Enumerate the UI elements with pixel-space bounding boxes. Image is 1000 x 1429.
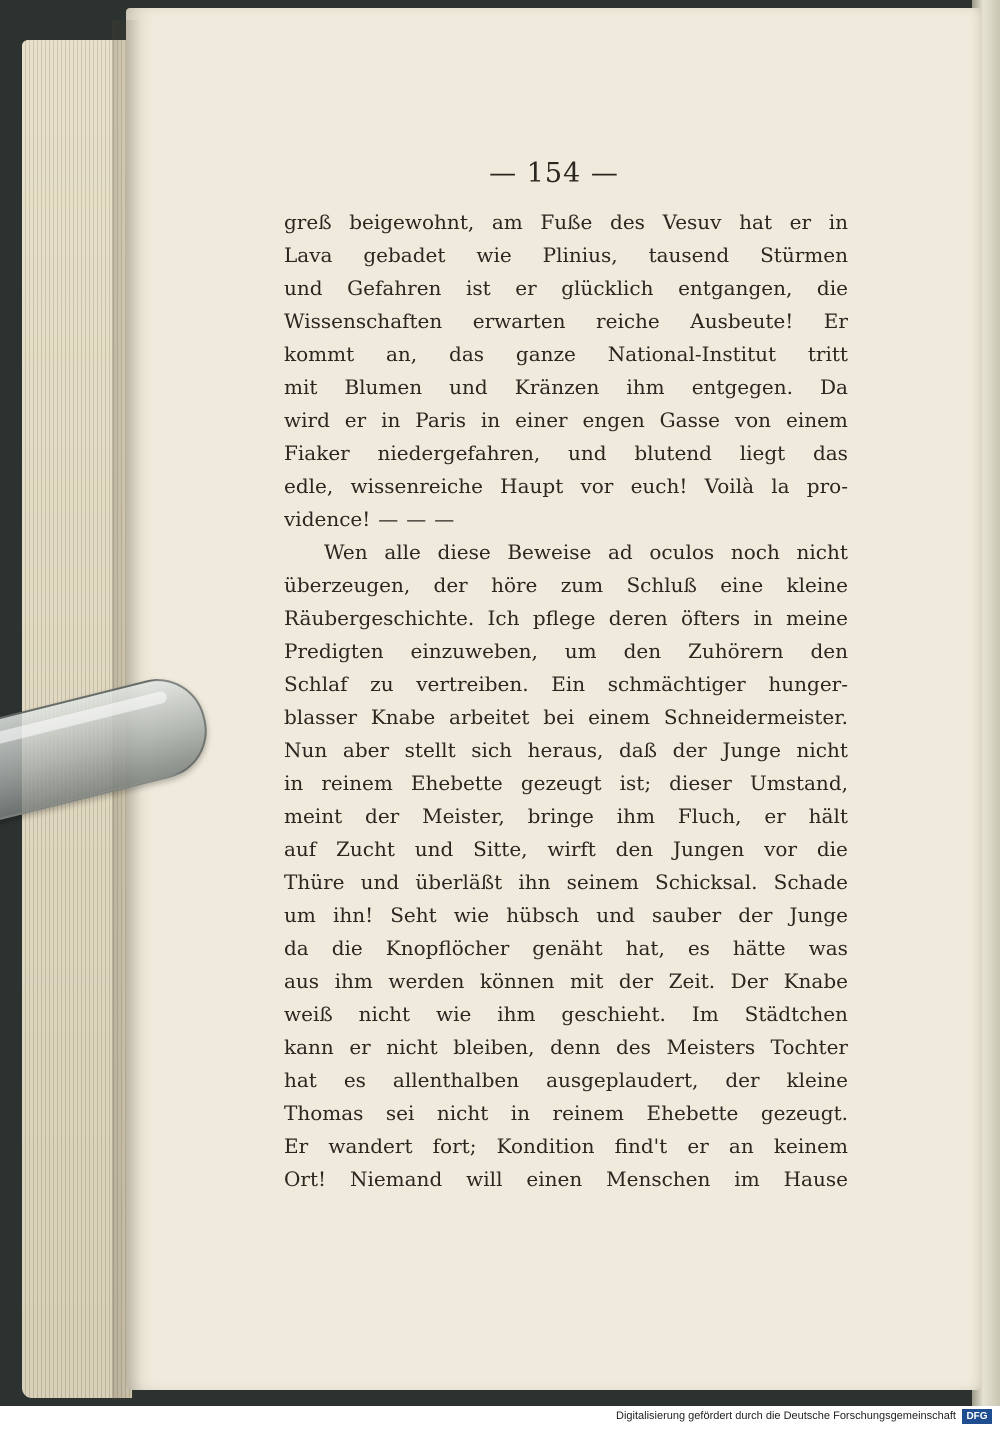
text-word: Ein <box>551 672 586 696</box>
text-line <box>284 305 848 338</box>
text-word: mit <box>284 375 318 399</box>
text-word: wird <box>284 408 330 432</box>
text-word: öfters <box>681 606 741 630</box>
text-line <box>284 767 848 800</box>
text-word: Knabe <box>783 969 848 993</box>
text-line <box>284 866 848 899</box>
text-word: Ich <box>487 606 520 630</box>
text-word: euch! <box>630 474 688 498</box>
text-word: einzuweben, <box>410 639 538 663</box>
text-word: gezeugt. <box>760 1101 848 1125</box>
text-word: wie <box>453 903 490 927</box>
text-word: Stürmen <box>760 243 848 267</box>
text-word: mit <box>570 969 604 993</box>
text-word: höre <box>491 573 538 597</box>
text-word: erwarten <box>472 309 566 333</box>
text-word: National-Institut <box>607 342 777 366</box>
text-word: die <box>331 936 363 960</box>
text-word: blutend <box>634 441 712 465</box>
text-word: Meisters <box>666 1035 756 1059</box>
text-word: das <box>449 342 485 366</box>
text-word: wissenreiche <box>350 474 483 498</box>
text-word: kleine <box>786 573 848 597</box>
text-word: Kränzen <box>514 375 600 399</box>
text-word: Vesuv <box>662 210 722 234</box>
book-page <box>126 8 982 1390</box>
text-word: Ehebette <box>410 771 503 795</box>
text-word: Er <box>823 309 848 333</box>
text-word: der <box>433 573 468 597</box>
text-word: wirft <box>547 837 596 861</box>
text-line <box>284 998 848 1031</box>
text-word: ihm <box>616 804 655 828</box>
text-word: — <box>378 507 399 531</box>
text-word: Schade <box>773 870 848 894</box>
text-word: Beweise <box>507 540 592 564</box>
text-word: nicht <box>796 540 848 564</box>
text-line <box>284 1130 848 1163</box>
text-word: es <box>343 1068 366 1092</box>
text-word: pflege <box>532 606 596 630</box>
text-line <box>284 734 848 767</box>
text-word: was <box>808 936 848 960</box>
text-line <box>284 668 848 701</box>
text-word: tausend <box>648 243 730 267</box>
text-word: Er <box>284 1134 309 1158</box>
text-line <box>284 965 848 998</box>
text-word: ihm <box>334 969 373 993</box>
text-word: er <box>789 210 812 234</box>
text-word: sei <box>385 1101 415 1125</box>
text-word: gezeugt <box>520 771 602 795</box>
text-word: edle, <box>284 474 334 498</box>
text-word: geschieht. <box>561 1002 666 1026</box>
text-word: Meister, <box>422 804 505 828</box>
text-word: denn <box>550 1035 601 1059</box>
text-line <box>284 272 848 305</box>
text-word: und <box>284 276 323 300</box>
text-word: meine <box>786 606 848 630</box>
text-line <box>284 470 848 503</box>
text-word: fort; <box>432 1134 477 1158</box>
text-word: la <box>771 474 790 498</box>
text-word: entgangen, <box>678 276 793 300</box>
text-word: auf <box>284 837 317 861</box>
text-word: aus <box>284 969 320 993</box>
text-word: an, <box>386 342 418 366</box>
text-word: reinem <box>552 1101 625 1125</box>
text-word: blasser <box>284 705 358 729</box>
text-word: um <box>284 903 316 927</box>
text-word: Gefahren <box>347 276 442 300</box>
text-word: reinem <box>321 771 393 795</box>
text-word: Zeit. <box>668 969 716 993</box>
text-word: Seht <box>390 903 437 927</box>
text-word: überläßt <box>415 870 503 894</box>
text-word: find't <box>614 1134 668 1158</box>
text-word: ihn <box>518 870 551 894</box>
text-word: Wissenschaften <box>284 309 443 333</box>
text-word: ad <box>607 540 633 564</box>
text-word: Zuhörern <box>688 639 784 663</box>
text-word: stellt <box>404 738 456 762</box>
text-line <box>284 833 848 866</box>
text-line <box>284 569 848 602</box>
text-line <box>284 602 848 635</box>
text-word: in <box>480 408 501 432</box>
text-word: Schlaf <box>284 672 348 696</box>
text-word: Menschen <box>606 1167 711 1191</box>
text-word: heraus, <box>527 738 604 762</box>
text-word: Knopflöcher <box>385 936 510 960</box>
text-word: Wen <box>324 540 368 564</box>
text-word: in <box>381 408 401 432</box>
text-line <box>284 206 848 239</box>
text-word: ist; <box>619 771 652 795</box>
text-word: genäht <box>532 936 603 960</box>
text-word: nicht <box>358 1002 411 1026</box>
text-word: in <box>828 210 848 234</box>
text-word: Tochter <box>770 1035 848 1059</box>
text-word: aber <box>342 738 390 762</box>
text-word: daß <box>618 738 658 762</box>
text-word: deren <box>608 606 668 630</box>
text-word: der <box>725 1068 760 1092</box>
text-word: will <box>466 1167 503 1191</box>
text-word: Paris <box>415 408 466 432</box>
text-word: hübsch <box>506 903 580 927</box>
text-word: Knabe <box>370 705 436 729</box>
text-word: vor <box>764 837 798 861</box>
text-word: Kondition <box>496 1134 595 1158</box>
footer-bar <box>0 1406 1000 1429</box>
text-word: Da <box>820 375 848 399</box>
text-word: Hause <box>783 1167 848 1191</box>
text-word: einem <box>588 705 651 729</box>
text-line <box>284 1097 848 1130</box>
text-word: der <box>672 738 707 762</box>
text-word: des <box>610 210 645 234</box>
text-word: einer <box>515 408 568 432</box>
text-word: Blumen <box>344 375 423 399</box>
text-line <box>284 635 848 668</box>
text-word: Fiaker <box>284 441 350 465</box>
text-word: Schneidermeister. <box>663 705 848 729</box>
text-word: ihm <box>497 1002 536 1026</box>
text-word: überzeugen, <box>284 573 411 597</box>
text-word: liegt <box>739 441 786 465</box>
text-word: hätte <box>732 936 786 960</box>
text-word: arbeitet <box>449 705 530 729</box>
text-word: beigewohnt, <box>349 210 475 234</box>
text-word: bringe <box>527 804 594 828</box>
text-line <box>284 404 848 437</box>
text-word: nicht <box>436 1101 489 1125</box>
text-line <box>284 932 848 965</box>
text-word: einen <box>526 1167 583 1191</box>
text-word: Räubergeschichte. <box>284 606 475 630</box>
text-word: Voilà <box>704 474 755 498</box>
text-word: Jungen <box>673 837 745 861</box>
text-word: es <box>687 936 710 960</box>
text-word: im <box>734 1167 760 1191</box>
text-word: oculos <box>649 540 715 564</box>
text-word: den <box>623 639 662 663</box>
text-word: bleiben, <box>453 1035 535 1059</box>
page-text <box>284 206 848 1196</box>
text-line <box>284 899 848 932</box>
text-word: wie <box>435 1002 472 1026</box>
text-word: ausgeplaudert, <box>546 1068 699 1092</box>
text-word: und <box>360 870 400 894</box>
text-word: den <box>615 837 654 861</box>
text-word: sauber <box>651 903 722 927</box>
text-word: der <box>618 969 654 993</box>
text-word: Sitte, <box>473 837 528 861</box>
text-word: sich <box>471 738 512 762</box>
text-word: glücklich <box>561 276 654 300</box>
text-word: Der <box>730 969 769 993</box>
text-word: da <box>284 936 309 960</box>
text-line <box>284 503 848 536</box>
text-line <box>284 371 848 404</box>
text-word: Thomas <box>284 1101 364 1125</box>
text-word: ihn! <box>332 903 374 927</box>
text-word: er <box>344 408 367 432</box>
text-word: diese <box>437 540 491 564</box>
text-word: keinem <box>773 1134 848 1158</box>
text-word: ist <box>466 276 491 300</box>
text-word: am <box>491 210 523 234</box>
text-line <box>284 1031 848 1064</box>
text-word: hunger- <box>768 672 848 696</box>
text-word: Ort! <box>284 1167 327 1191</box>
text-word: nicht <box>386 1035 438 1059</box>
text-word: vidence! <box>284 507 371 531</box>
text-word: Nun <box>284 738 328 762</box>
text-word: hält <box>808 804 848 828</box>
text-word: zu <box>370 672 394 696</box>
text-word: der <box>365 804 400 828</box>
text-word: die <box>816 837 848 861</box>
text-line <box>284 239 848 272</box>
text-word: tritt <box>807 342 848 366</box>
text-word: Ausbeute! <box>690 309 794 333</box>
text-word: — <box>434 507 455 531</box>
text-word: engen <box>582 408 645 432</box>
text-word: allenthalben <box>392 1068 520 1092</box>
text-word: nicht <box>796 738 848 762</box>
text-word: greß <box>284 210 332 234</box>
text-word: in <box>510 1101 531 1125</box>
text-word: dieser <box>669 771 732 795</box>
text-word: ihm <box>626 375 665 399</box>
text-word: meint <box>284 804 343 828</box>
text-word: niedergefahren, <box>377 441 541 465</box>
text-word: Junge <box>722 738 781 762</box>
text-word: Haupt <box>500 474 564 498</box>
text-word: pro- <box>806 474 848 498</box>
text-word: Gasse <box>659 408 720 432</box>
text-word: und <box>568 441 607 465</box>
text-word: ganze <box>515 342 576 366</box>
text-word: Fuße <box>540 210 593 234</box>
text-word: das <box>812 441 848 465</box>
text-word: in <box>284 771 304 795</box>
text-word: zum <box>560 573 604 597</box>
text-word: in <box>753 606 773 630</box>
text-line <box>284 1163 848 1196</box>
text-word: die <box>816 276 848 300</box>
text-word: entgegen. <box>691 375 793 399</box>
text-word: hat <box>739 210 772 234</box>
text-line <box>284 701 848 734</box>
text-line <box>284 1064 848 1097</box>
text-word: weiß <box>284 1002 333 1026</box>
text-word: werden <box>388 969 465 993</box>
dfg-logo-icon: DFG <box>962 1409 992 1424</box>
text-word: gebadet <box>363 243 446 267</box>
text-word: Schluß <box>626 573 697 597</box>
text-word: seinem <box>566 870 639 894</box>
text-word: Lava <box>284 243 333 267</box>
text-word: Zucht <box>336 837 395 861</box>
text-word: Ehebette <box>646 1101 739 1125</box>
text-word: Niemand <box>349 1167 443 1191</box>
text-word: Schicksal. <box>655 870 758 894</box>
text-word: eine <box>720 573 764 597</box>
text-word: Plinius, <box>542 243 618 267</box>
text-word: Städtchen <box>744 1002 848 1026</box>
text-word: einem <box>785 408 848 432</box>
text-word: Junge <box>789 903 848 927</box>
text-word: von <box>734 408 772 432</box>
text-word: kommt <box>284 342 355 366</box>
text-word: den <box>810 639 848 663</box>
text-word: Fluch, <box>677 804 742 828</box>
text-word: wie <box>476 243 512 267</box>
text-word: kann <box>284 1035 334 1059</box>
text-word: Thüre <box>284 870 345 894</box>
text-word: kleine <box>786 1068 848 1092</box>
text-word: noch <box>730 540 780 564</box>
text-word: des <box>616 1035 651 1059</box>
text-word: bei <box>543 705 575 729</box>
text-word: können <box>479 969 555 993</box>
text-word: vertreiben. <box>416 672 529 696</box>
text-line <box>284 437 848 470</box>
page-number: — 154 — <box>489 158 619 189</box>
text-word: schmächtiger <box>607 672 746 696</box>
text-word: und <box>596 903 635 927</box>
text-word: reiche <box>596 309 660 333</box>
text-word: alle <box>384 540 421 564</box>
text-word: hat, <box>625 936 665 960</box>
text-word: wandert <box>328 1134 413 1158</box>
text-word: — <box>406 507 427 531</box>
text-word: er <box>764 804 786 828</box>
text-line <box>284 536 848 569</box>
text-word: er <box>515 276 537 300</box>
digitization-credit: Digitalisierung gefördert durch die Deutsche Forschungsgemeinschaft <box>616 1410 956 1422</box>
text-word: und <box>449 375 488 399</box>
text-word: um <box>564 639 597 663</box>
text-word: Predigten <box>284 639 384 663</box>
text-word: Umstand, <box>749 771 848 795</box>
text-word: Im <box>691 1002 719 1026</box>
text-word: hat <box>284 1068 317 1092</box>
text-word: und <box>414 837 454 861</box>
text-word: vor <box>580 474 614 498</box>
text-line <box>284 800 848 833</box>
text-word: er <box>349 1035 371 1059</box>
text-word: der <box>738 903 773 927</box>
text-word: an <box>728 1134 754 1158</box>
text-line <box>284 338 848 371</box>
text-word: er <box>687 1134 709 1158</box>
